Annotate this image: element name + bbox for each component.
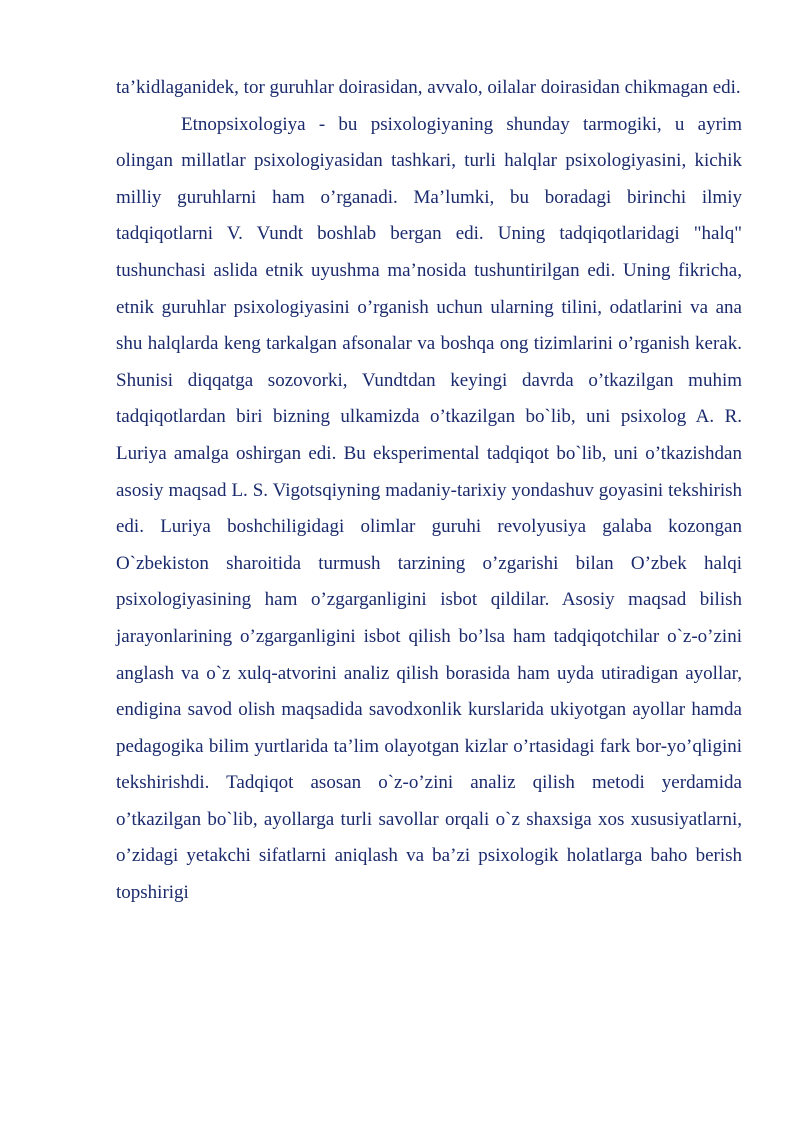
document-page: [116, 70, 742, 912]
paragraph-continuation: ta’kidlaganidek, tor guruhlar doirasidan, avvalo, oilalar doirasidan chikmagan edi.: [116, 77, 741, 98]
paragraph-etnopsixologiya: Etnopsixologiya - bu psixologiyaning shunday tarmogiki, u ayrim olingan millatlar psixologiyasidan tashkari, turli halqlar psixologiyasini, kichik milliy guruhlarni ham o’rganadi. Ma’lumki, bu boradagi birinchi ilmiy tadqiqotlarni V. Vundt boshlab bergan edi. Uning tadqiqotlaridagi "halq" tushunchasi aslida etnik uyushma ma’nosida tushuntirilgan edi. Uning fikricha, etnik guruhlar psixologiyasini o’rganish uchun ularning tilini, odatlarini va ana shu halqlarda keng tarkalgan afsonalar va boshqa ong tizimlarini o’rganish kerak. Shunisi diqqatga sozovorki, Vundtdan keyingi davrda o’tkazilgan muhim tadqiqotlardan biri bizning ulkamizda o’tkazilgan bo`lib, uni psixolog A. R. Luriya amalga oshirgan edi. Bu eksperimental tadqiqot bo`lib, uni o’tkazishdan asosiy maqsad L. S. Vigotsqiyning madaniy-tarixiy yondashuv goyasini tekshirish edi. Luriya boshchiligidagi olimlar guruhi revolyusiya galaba kozongan O`zbekiston sharoitida turmush tarzining o’zgarishi bilan O’zbek halqi psixologiyasining ham o’zgarganligini isbot qildilar. Asosiy maqsad bilish jarayonlarining o’zgarganligini isbot qilish bo’lsa ham tadqiqotchilar o`z-o’zini anglash va o`z xulq-atvorini analiz qilish borasida ham uyda utiradigan ayollar, endigina savod olish maqsadida savodxonlik kurslarida ukiyotgan ayollar hamda pedagogika bilim yurtlarida ta’lim olayotgan kizlar o’rtasidagi fark bor-yo’qligini tekshirishdi. Tadqiqot asosan o`z-o’zini analiz qilish metodi yerdamida o’tkazilgan bo`lib, ayollarga turli savollar orqali o`z shaxsiga xos xususiyatlarni, o’zidagi yetakchi sifatlarni aniqlash va ba’zi psixologik holatlarga baho berish topshirigi: [116, 113, 742, 904]
